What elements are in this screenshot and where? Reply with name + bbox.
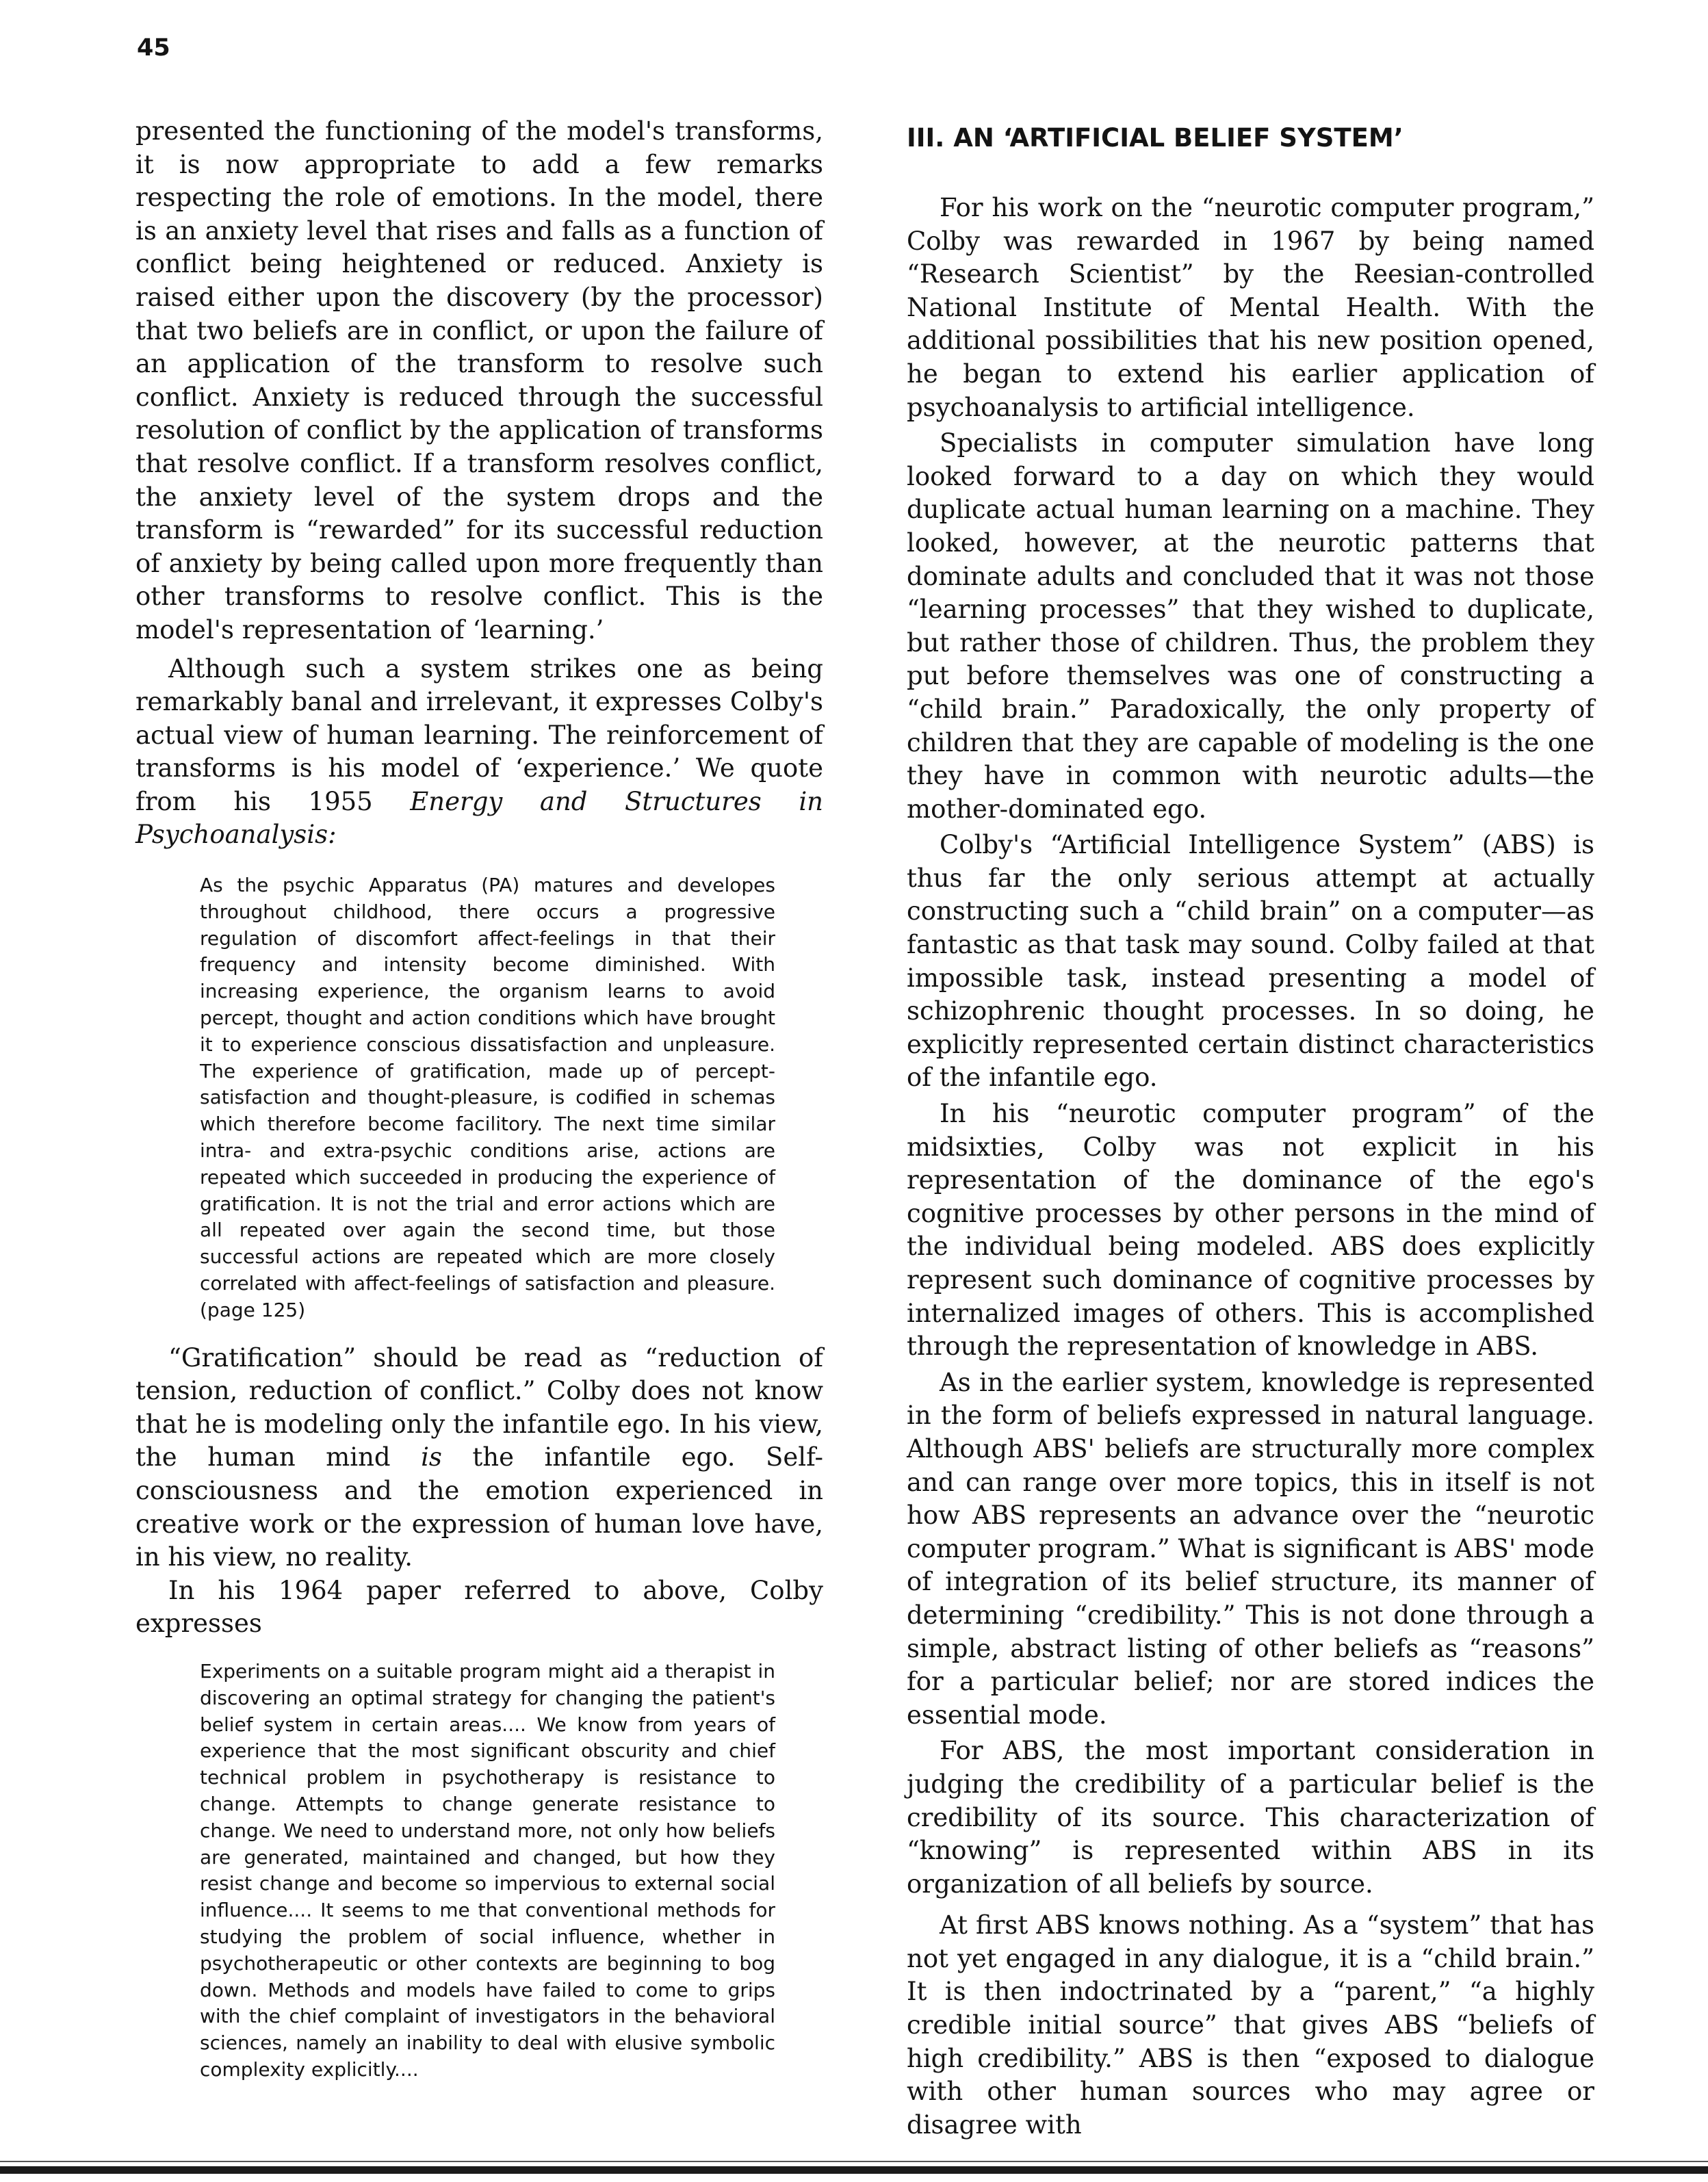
right-paragraph-3: Colby's “Artificial Intelligence System” (ABS) is thus far the only serious attempt at actually constructing such a “child brain” on a computer—as fantastic as that task may sound. Colby failed at that impossible task, instead presenting a model of schizophrenic thought processes. In so doing, he explicitly represented certain distinct characteristics of the infantile ego. bbox=[907, 830, 1594, 1093]
right-paragraph-7: At first ABS knows nothing. As a “system” that has not yet engaged in any dialogue, it is a “child brain.” It is then indoctrinated by a “parent,” “a highly credible initial source” that gives ABS “beliefs of high credibility.” ABS is then “exposed to dialogue with other human sources who may agree or disagree with bbox=[907, 1910, 1594, 2140]
emphasis-is: is bbox=[421, 1442, 442, 1472]
left-paragraph-3-b: the infantile ego. Self-consciousness and the emotion experienced in creative work or the expression of human love have, in his view, no reality. bbox=[135, 1442, 823, 1572]
left-paragraph-3 bbox=[135, 1342, 823, 1574]
right-paragraph-6: For ABS, the most important consideration in judging the credibility of a particular belief is the credibility of its source. This characterization of “knowing” is represented within ABS in its organization of all beliefs by source. bbox=[907, 1736, 1594, 1899]
left-paragraph-2 bbox=[135, 653, 823, 853]
left-paragraph-1: presented the functioning of the model's transforms, it is now appropriate to add a few remarks respecting the role of emotions. In the model, there is an anxiety level that rises and falls as a function of conflict being heightened or reduced. Anxiety is raised either upon the discovery (by the processor) that two beliefs are in conflict, or upon the failure of an application of the transform to resolve such conflict. Anxiety is reduced through the successful resolution of conflict by the application of transforms that resolve conflict. If a transform resolves conflict, the anxiety level of the system drops and the transform is “rewarded” for its successful reduction of anxiety by being called upon more frequently than other transforms to resolve conflict. This is the model's representation of ‘learning.’ bbox=[135, 116, 823, 645]
book-title: Energy and Structures in Psychoanalysis: bbox=[135, 786, 823, 850]
right-paragraph-1: For his work on the “neurotic computer program,” Colby was rewarded in 1967 by being named “Research Scientist” by the Reesian-controlled National Institute of Mental Health. With the additional possibilities that his new position opened, he began to extend his earlier application of psychoanalysis to artificial intelligence. bbox=[907, 193, 1594, 422]
bottom-rule-thin bbox=[0, 2161, 1708, 2162]
left-paragraph-2-text: Although such a system strikes one as being remarkably banal and irrelevant, it expresses Colby's actual view of human learning. The reinforcement of transforms is his model of ‘experience.’ We quote from his 1955 bbox=[135, 653, 823, 816]
left-paragraph-3-a: “Gratification” should be read as “reduction of tension, reduction of conflict.” Colby does not know that he is modeling only the infantile ego. In his view, the human mind bbox=[135, 1342, 823, 1472]
page-number: 45 bbox=[137, 34, 170, 62]
block-quote-1: As the psychic Apparatus (PA) matures and developes throughout childhood, there occurs a progressive regulation of discomfort affect-feelings in that their frequency and intensity become diminished. With increasing experience, the organism learns to avoid percept, thought and action conditions which have brought it to experience conscious dissatisfaction and unpleasure. The experience of gratification, made up of percept-satisfaction and thought-pleasure, is codified in schemas which therefore become facilitory. The next time similar intra- and extra-psychic conditions arise, actions are repeated which succeeded in producing the experience of gratification. It is not the trial and error actions which are all repeated over again the second time, but those successful actions are repeated which are more closely correlated with affect-feelings of satisfaction and pleasure. (page 125) bbox=[200, 874, 775, 1321]
right-paragraph-4: In his “neurotic computer program” of the midsixties, Colby was not explicit in his representation of the dominance of the ego's cognitive processes by other persons in the mind of the individual being modeled. ABS does explicitly represent such dominance of cognitive processes by internalized images of others. This is accomplished through the representation of knowledge in ABS. bbox=[907, 1099, 1594, 1362]
right-paragraph-5: As in the earlier system, knowledge is represented in the form of beliefs expressed in natural language. Although ABS' beliefs are structurally more complex and can range over more topics, this in itself is not how ABS represents an advance over the “neurotic computer program.” What is significant is ABS' mode of integration of its belief structure, its manner of determining “credibility.” This is not done through a simple, abstract listing of other beliefs as “reasons” for a particular belief; nor are stored indices the essential mode. bbox=[907, 1367, 1594, 1730]
section-heading: III. AN ‘ARTIFICIAL BELIEF SYSTEM’ bbox=[907, 123, 1403, 153]
block-quote-2: Experiments on a suitable program might aid a therapist in discovering an optimal strategy for changing the patient's belief system in certain areas.... We know from years of experience that the most significant obscurity and chief technical problem in psychotherapy is resistance to change. Attempts to change generate resistance to change. We need to understand more, not only how beliefs are generated, maintained and changed, but how they resist change and become so impervious to external social influence.... It seems to me that conventional methods for studying the problem of social influence, whether in psychotherapeutic or other contexts are beginning to bog down. Methods and models have failed to come to grips with the chief complaint of investigators in the behavioral sciences, namely an inability to deal with elusive symbolic complexity explicitly.... bbox=[200, 1659, 775, 2081]
right-paragraph-2: Specialists in computer simulation have long looked forward to a day on which they would duplicate actual human learning on a machine. They looked, however, at the neurotic patterns that dominate adults and concluded that it was not those “learning processes” that they wished to duplicate, but rather those of children. Thus, the problem they put before themselves was one of constructing a “child brain.” Paradoxically, the only property of children that they are capable of modeling is the one they have in common with neurotic adults—the mother-dominated ego. bbox=[907, 428, 1594, 824]
left-paragraph-4: In his 1964 paper referred to above, Colby expresses bbox=[135, 1575, 823, 1639]
bottom-rule bbox=[0, 2166, 1708, 2174]
right-column bbox=[907, 115, 1594, 2142]
left-column bbox=[135, 115, 823, 2083]
